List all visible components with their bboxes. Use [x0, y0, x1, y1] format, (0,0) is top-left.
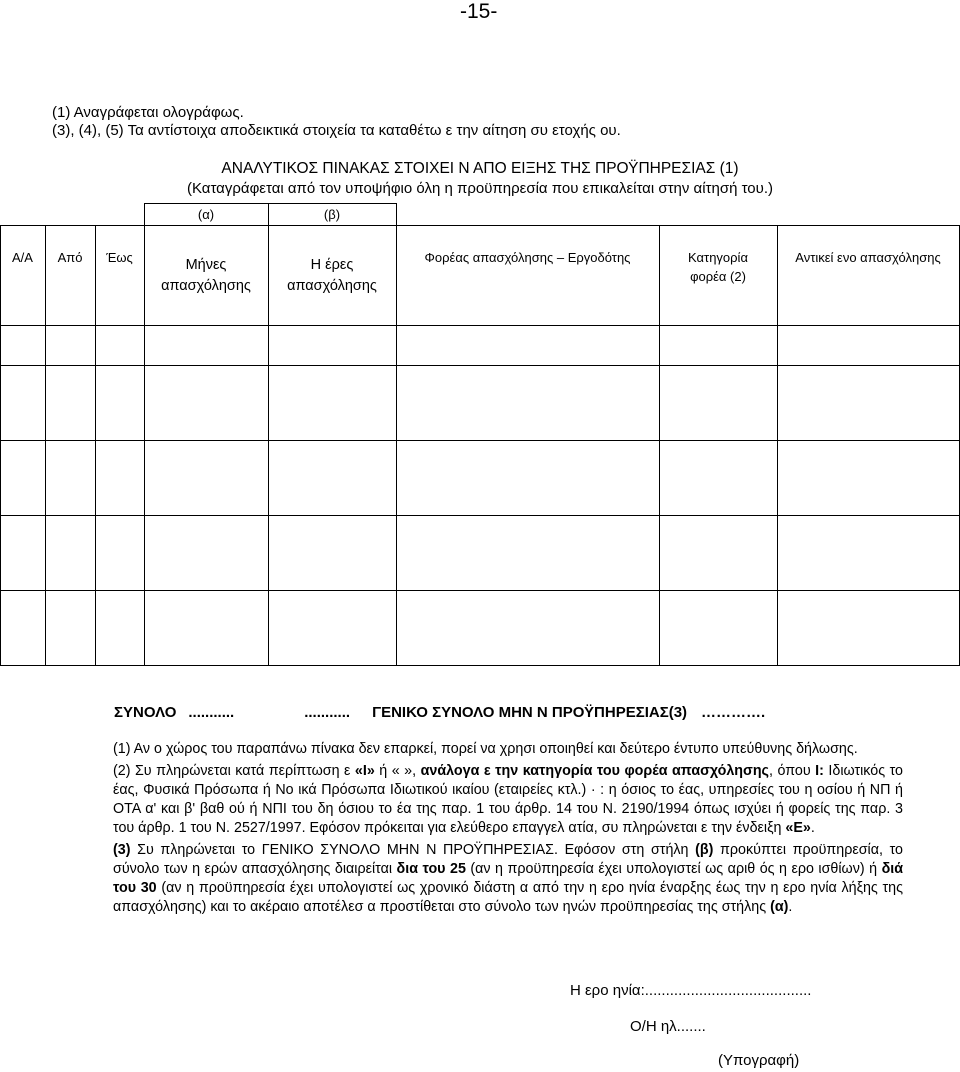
col-header-months-line2: απασχόλησης	[161, 278, 251, 294]
signer-field: Ο/Η ηλ.......	[630, 1018, 706, 1035]
col-header-days	[268, 255, 396, 297]
col-header-from: Από	[57, 250, 83, 265]
col-header-category-line2: φορέα (2)	[690, 269, 746, 284]
footnote-3: (3) Συ πληρώνεται το ΓΕΝΙΚΟ ΣΥΝΟΛΟ ΜΗΝ Ν ΠΡΟΫΠΗΡΕΣΙΑΣ. Εφόσον στη στήλη (β) προκύπτει προϋπηρεσία, το σύνολο των η ερών απασχόλησης διαιρείται δια του 25 (αν η προϋπηρεσία έχει υπολογιστεί ως αριθ ός η ερο ισθίων) ή διά του 30 (αν η προϋπηρεσία έχει υπολογιστεί ως χρονικό διάστη α από την η ερο ηνία έναρξης έως την η ερο ηνία λήξης της απασχόλησης) και το ακέραιο αποτέλεσ α προστίθεται στο σύνολο των ηνών προϋπηρεσίας της στήλης (α).	[113, 842, 903, 915]
note-1: (1) Αναγράφεται ολογράφως.	[52, 104, 244, 121]
total-days-dots: ...........	[304, 704, 351, 721]
footnote-1: (1) Αν ο χώρος του παραπάνω πίνακα δεν επαρκεί, πορεί να χρησι οποιηθεί και δεύτερο έντυπο υπεύθυνης δήλωσης.	[113, 741, 858, 757]
col-header-category	[659, 248, 777, 286]
col-line	[0, 225, 1, 666]
date-field: Η ερο ηνία:........................................	[570, 982, 812, 999]
group-label-b: (β)	[323, 207, 341, 222]
col-header-days-line1: Η έρες	[310, 257, 354, 273]
col-line	[95, 225, 96, 666]
table-subtitle: (Καταγράφεται από τον υποψήφιο όλη η προϋπηρεσία που επικαλείται στην αίτησή του.)	[186, 180, 774, 197]
total-label: ΣΥΝΟΛΟ	[114, 704, 177, 721]
col-line	[396, 203, 397, 666]
footnotes	[113, 740, 903, 920]
col-header-subject: Αντικεί ενο απασχόλησης	[795, 250, 941, 265]
signature-label: (Υπογραφή)	[718, 1052, 800, 1069]
col-header-months-line1: Μήνες	[185, 257, 227, 273]
col-header-to: Έως	[106, 250, 133, 265]
col-header-employer: Φορέας απασχόλησης – Εργοδότης	[424, 250, 631, 265]
group-label-a: (α)	[197, 207, 215, 222]
note-2: (3), (4), (5) Τα αντίστοιχα αποδεικτικά στοιχεία τα καταθέτω ε την αίτηση συ ετοχής ου.	[52, 122, 621, 139]
col-line	[659, 225, 660, 666]
col-header-months	[144, 255, 268, 297]
grand-total-label: ΓΕΝΙΚΟ ΣΥΝΟΛΟ ΜΗΝ Ν ΠΡΟΫΠΗΡΕΣΙΑΣ(3)	[372, 704, 688, 721]
col-header-category-line1: Κατηγορία	[688, 250, 748, 265]
total-months-dots: ...........	[188, 704, 235, 721]
col-header-aa: Α/Α	[12, 250, 33, 265]
table-title: ΑΝΑΛΥΤΙΚΟΣ ΠΙΝΑΚΑΣ ΣΤΟΙΧΕΙ Ν ΑΠΟ ΕΙΞΗΣ ΤΗΣ ΠΡΟΫΠΗΡΕΣΙΑΣ (1)	[221, 160, 739, 177]
col-header-days-line2: απασχόλησης	[287, 278, 377, 294]
col-line	[45, 225, 46, 666]
page-number: -15-	[460, 0, 498, 23]
grand-total-dots: ………….	[701, 704, 766, 721]
col-line	[777, 225, 778, 666]
footnote-2: (2) Συ πληρώνεται κατά περίπτωση ε «Ι» ή « », ανάλογα ε την κατηγορία του φορέα απασχόλησης, όπου Ι: Ιδιωτικός το έας, Φυσικά Πρόσωπα ή Νο ικά Πρόσωπα Ιδιωτικού ικαίου (εταιρείες κτλ.) · : η όσιος το έας, υπηρεσίες του η οσίου ή ΝΠ ή ΟΤΑ α' και β' βαθ ού ή ΝΠΙ του δη όσιου το έα της παρ. 1 του άρθρ. 14 του Ν. 2190/1994 όπως ισχύει ή φορείς της παρ. 3 του άρθρ. 1 του Ν. 2527/1997. Εφόσον πρόκειται για ελεύθερο επαγγελ ατία, συ πληρώνεται ε την ένδειξη «Ε».	[113, 763, 903, 836]
group-top-line	[144, 203, 396, 204]
totals-line	[114, 704, 765, 721]
